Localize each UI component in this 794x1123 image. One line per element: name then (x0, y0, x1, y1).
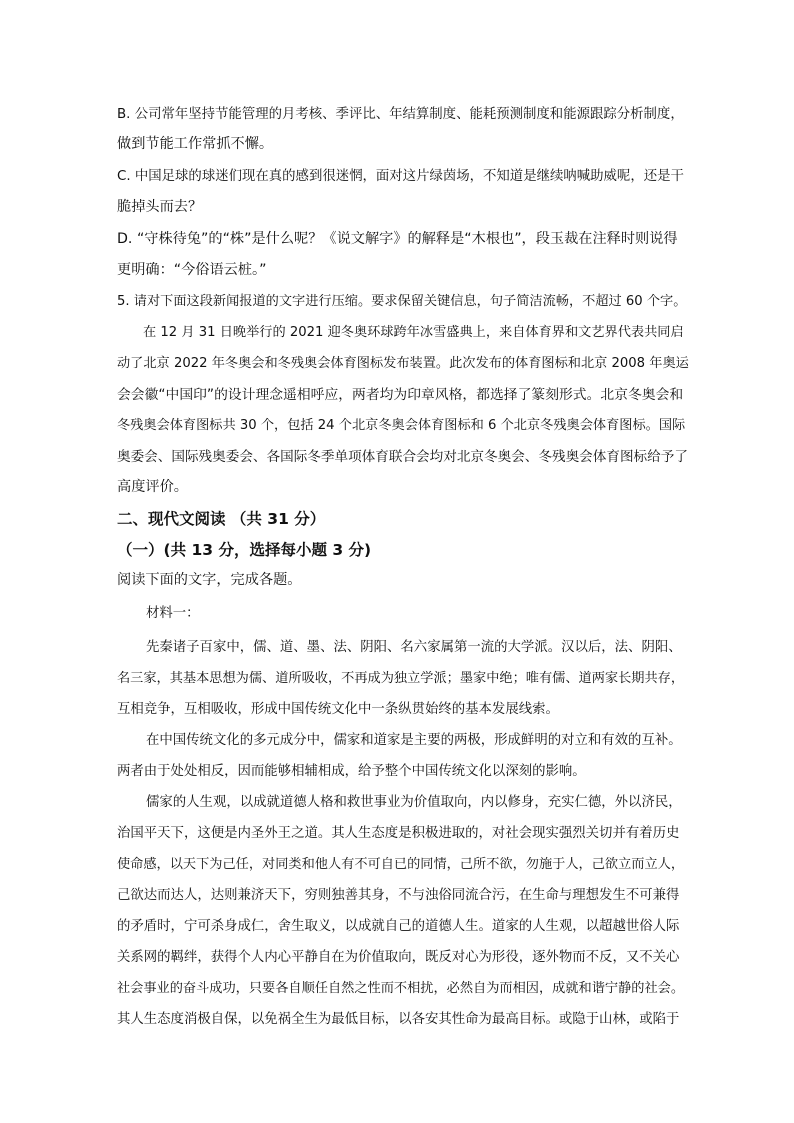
q5-passage-line-1: 在 12 月 31 日晚举行的 2021 迎冬奥环球跨年冰雪盛典上，来自体育界和文艺界代表共同启 (143, 325, 684, 340)
q4-option-d-line-2: 更明确：“今俗语云桩。” (117, 262, 267, 278)
q5-passage-line-3: 会会徽“中国印”的设计理念遥相呼应，两者均为印章风格，都选择了篆刻形式。北京冬奥会和 (117, 387, 684, 403)
q4-option-c-line-2: 脆掉头而去？ (117, 199, 203, 215)
material-para3-line-4: 己欲达而达人，达则兼济天下，穷则独善其身，不与浊俗同流合污，在生命与理想发生不可兼得 (117, 888, 680, 903)
reading-instruction: 阅读下面的文字，完成各题。 (117, 572, 302, 588)
q4-option-b-line-1: B. 公司常年坚持节能管理的月考核、季评比、年结算制度、能耗预测制度和能源跟踪分析制度， (117, 107, 684, 122)
material-para3-line-1: 儒家的人生观，以成就道德人格和救世事业为价值取向，内以修身，充实仁德，外以济民， (146, 795, 682, 810)
material-para1-line-2: 名三家，其基本思想为儒、道所吸收，不再成为独立学派；墨家中绝；唯有儒、道两家长期共存， (117, 671, 685, 686)
material-para3-line-6: 关系网的羁绊，获得个人内心平静自在为价值取向，既反对心为形役，逐外物而不反，又不关心 (117, 950, 680, 965)
material-para2-line-1: 在中国传统文化的多元成分中，儒家和道家是主要的两极，形成鲜明的对立和有效的互补。 (146, 733, 682, 748)
material-para1-line-1: 先秦诸子百家中，儒、道、墨、法、阴阳、名六家属第一流的大学派。汉以后，法、阴阳、 (146, 640, 682, 655)
section-title: 二、现代文阅读 （共 31 分） (117, 510, 326, 528)
q5-passage-line-5: 奥委会、国际残奥委会、各国际冬季单项体育联合会均对北京冬奥会、冬残奥会体育图标给予了 (117, 449, 688, 465)
material-para1-line-3: 互相竞争，互相吸收，形成中国传统文化中一条纵贯始终的基本发展线索。 (117, 702, 559, 717)
q5-prompt: 5. 请对下面这段新闻报道的文字进行压缩。要求保留关键信息，句子简洁流畅，不超过 60 个字。 (117, 294, 687, 309)
q4-option-b-line-2: 做到节能工作常抓不懈。 (117, 136, 274, 152)
material-para3-line-7: 社会事业的奋斗成功，只要各自顺任自然之性而不相扰，必然自为而相因，成就和谐宁静的社会。 (117, 981, 685, 996)
material-para3-line-3: 使命感，以天下为己任，对同类和他人有不可自已的同情，己所不欲，勿施于人，己欲立而立人， (117, 857, 685, 872)
material-para3-line-5: 的矛盾时，宁可杀身成仁，舍生取义，以成就自己的道德人生。道家的人生观，以超越世俗人际 (117, 919, 680, 934)
q4-option-c-line-1: C. 中国足球的球迷们现在真的感到很迷惘，面对这片绿茵场，不知道是继续呐喊助威呢，还是干 (117, 169, 684, 184)
material-para3-line-2: 治国平天下，这便是内圣外王之道。其人生态度是积极进取的，对社会现实强烈关切并有着历史 (117, 826, 680, 841)
material-label: 材料一： (146, 606, 200, 621)
q5-passage-line-6: 高度评价。 (117, 479, 188, 495)
q5-passage-line-2: 动了北京 2022 年冬奥会和冬残奥会体育图标发布装置。此次发布的体育图标和北京 2008 年奥运 (117, 356, 689, 371)
q4-option-d-line-1: D. “守株待兔”的“株”是什么呢？《说文解字》的解释是“木根也”，段玉裁在注释时则说得 (117, 231, 678, 247)
q5-passage-line-4: 冬残奥会体育图标共 30 个，包括 24 个北京冬奥会体育图标和 6 个北京冬残奥会体育图标。国际 (117, 418, 686, 433)
material-para2-line-2: 两者由于处处相反，因而能够相辅相成，给予整个中国传统文化以深刻的影响。 (117, 764, 586, 779)
section-subtitle: （一）(共 13 分，选择每小题 3 分) (117, 541, 372, 559)
material-para3-line-8: 其人生态度消极自保，以免祸全生为最低目标，以各安其性命为最高目标。或隐于山林，或陷于 (117, 1012, 680, 1027)
